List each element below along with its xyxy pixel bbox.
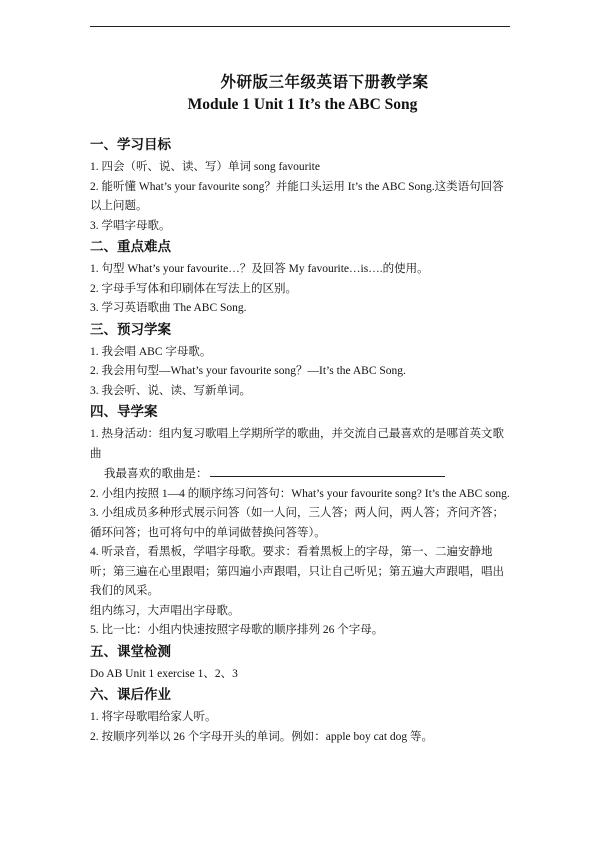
list-item: 1. 我会唱 ABC 字母歌。 [90,345,212,358]
section-learning-goals [90,136,515,236]
fill-in-label: 我最喜欢的歌曲是： [104,468,208,480]
list-item: 3. 学唱字母歌。 [90,219,171,232]
list-item: 组内练习，大声唱出字母歌。 [90,604,240,617]
list-item: 1. 将字母歌唱给家人听。 [90,711,217,723]
section-preview [90,321,515,402]
list-item: 5. 比一比：小组内快速按照字母歌的顺序排列 26 个字母。 [90,624,384,636]
section-title: 二、重点难点 [90,239,171,255]
header-rule [90,26,510,27]
section-title: 一、学习目标 [90,137,171,153]
document-body [90,70,515,749]
section-title: 三、预习学案 [90,321,171,338]
list-item: 2. 按顺序列举以 26 个字母开头的单词。例如：apple boy cat dog 等。 [90,730,434,743]
section-guided-learning [90,403,515,641]
list-item: 3. 我会听、说、读、写新单词。 [90,384,251,397]
section-title: 五、课堂检测 [90,643,171,660]
list-item: 2. 我会用句型—What’s your favourite song？—It’s the ABC Song. [90,365,406,377]
fill-in-line [90,464,515,485]
answer-blank[interactable] [210,464,445,477]
list-item: 4. 听录音，看黑板，学唱字母歌。要求：看着黑板上的字母，第一、二遍安静地听；第三遍在心里跟唱；第四遍小声跟唱，只让自己听见；第五遍大声跟唱，唱出我们的风采。 [90,546,504,597]
list-item: 3. 学习英语歌曲 The ABC Song. [90,302,247,314]
document-title-en: Module 1 Unit 1 It’s the ABC Song [187,96,418,113]
section-title: 六、课后作业 [90,687,171,703]
section-class-test [90,643,515,685]
list-item: 1. 句型 What’s your favourite…？及回答 My favourite…is….的使用。 [90,263,429,275]
list-item: Do AB Unit 1 exercise 1、2、3 [90,667,238,680]
list-item: 3. 小组成员多种形式展示问答（如一人问，三人答；两人问，两人答；齐问齐答；循环问答；也可将句中的单词做替换问答等）。 [90,507,504,539]
list-item: 2. 能听懂 What’s your favourite song？并能口头运用 It’s the ABC Song.这类语句回答以上问题。 [90,180,504,212]
list-item: 1. 四会（听、说、读、写）单词 song favourite [90,161,320,173]
list-item: 1. 热身活动：组内复习歌唱上学期所学的歌曲，并交流自己最喜欢的是哪首英文歌曲 [90,428,504,460]
section-key-points [90,238,515,319]
document-title-cn: 外研版三年级英语下册教学案 [220,72,429,91]
list-item: 2. 小组内按照 1—4 的顺序练习问答句：What’s your favourite song? It’s the ABC song. [90,487,510,500]
section-homework [90,686,515,747]
section-title: 四、导学案 [90,404,158,420]
list-item: 2. 字母手写体和印刷体在写法上的区别。 [90,282,297,295]
